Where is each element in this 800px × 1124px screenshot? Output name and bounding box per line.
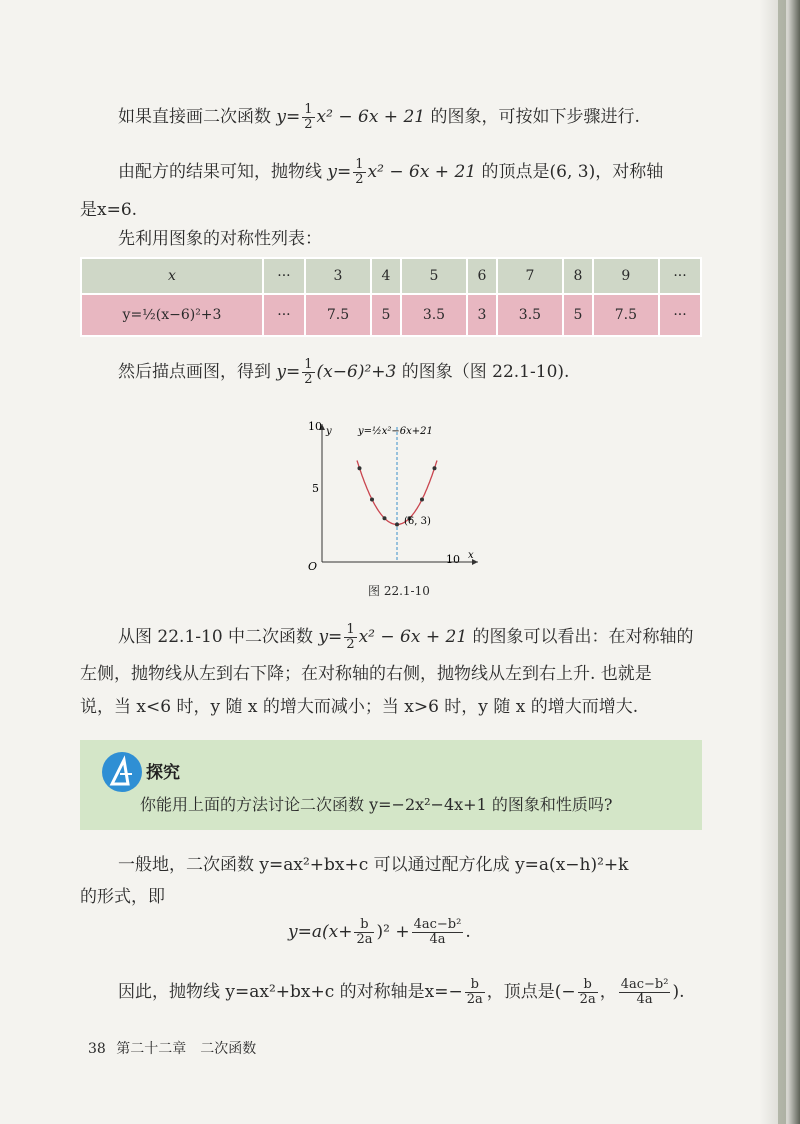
vertex-label: (6, 3) (404, 516, 431, 527)
p5-text-a: 然后描点画图，得到 (118, 362, 277, 382)
p11-text-b: ，顶点是(− (486, 982, 576, 1002)
frac-den: 4a (636, 992, 653, 1007)
figure-caption: 图 22.1-10 (368, 584, 430, 598)
table-cell: 4 (371, 258, 401, 294)
vertex-eq-b: )² + (376, 922, 410, 942)
p6-text-a: 从图 22.1-10 中二次函数 (118, 627, 319, 647)
p2-text-a: 由配方的结果可知，抛物线 (118, 162, 328, 182)
paragraph-4: 先利用图象的对称性列表： (118, 229, 322, 249)
page-number: 38 (88, 1041, 106, 1057)
table-cell: 7.5 (305, 294, 371, 336)
frac-den: 4a (429, 932, 446, 947)
vertex-eq-period: . (465, 922, 471, 942)
data-point (395, 523, 399, 527)
p5-y-eq: y= (276, 362, 301, 382)
data-point (358, 466, 362, 470)
table-cell: 7.5 (593, 294, 659, 336)
table-cell: ··· (263, 258, 305, 294)
frac-num: 4ac−b² (620, 977, 669, 992)
x-axis-label: x (468, 550, 474, 561)
p2-frac-den: 2 (355, 172, 364, 187)
value-table (80, 257, 702, 337)
chapter-title: 第二十二章 二次函数 (116, 1041, 257, 1057)
vertex-eq-frac-b-2a (354, 918, 374, 947)
p6-y-eq: y= (318, 627, 343, 647)
paragraph-11 (118, 975, 684, 1009)
explore-title: 探究 (146, 763, 180, 783)
p1-formula-tail: x² − 6x + 21 (316, 107, 426, 127)
p11-text-c: ， (599, 982, 617, 1002)
table-cell: ··· (659, 258, 701, 294)
frac-num: 4ac−b² (413, 917, 462, 932)
data-point (383, 516, 387, 520)
p5-frac-den: 2 (304, 372, 313, 387)
table-cell: 7 (497, 258, 563, 294)
paragraph-3: 是x=6. (80, 200, 138, 220)
frac-den: 2a (579, 992, 596, 1007)
data-point (370, 498, 374, 502)
p5-formula-tail: (x−6)²+3 (316, 362, 397, 382)
frac-den: 2a (466, 992, 483, 1007)
table-cell: 5 (371, 294, 401, 336)
frac-num: b (578, 978, 598, 993)
frac-den: 2a (356, 932, 373, 947)
p5-text-b: 的图象（图 22.1-10). (396, 362, 570, 382)
p2-fraction (353, 158, 365, 187)
curve-formula-label: y=½x²−6x+21 (358, 426, 433, 437)
p2-text-b: 的顶点是(6, 3)，对称轴 (476, 162, 664, 182)
table-cell: 3.5 (401, 294, 467, 336)
parabola-graph (300, 420, 490, 580)
table-cell: 3 (467, 294, 497, 336)
p2-formula-tail: x² − 6x + 21 (367, 162, 477, 182)
explore-box (80, 740, 702, 830)
data-point (433, 466, 437, 470)
paragraph-8: 说，当 x<6 时，y 随 x 的增大而减小；当 x>6 时，y 随 x 的增大而增大. (80, 697, 639, 717)
paragraph-5 (118, 355, 569, 389)
paragraph-7: 左侧，抛物线从左到右下降；在对称轴的右侧，抛物线从左到右上升. 也就是 (80, 664, 652, 684)
paragraph-10: 的形式，即 (80, 887, 165, 907)
frac-num: b (465, 978, 485, 993)
page-edge-shadow (760, 0, 800, 1124)
table-row-x (81, 258, 701, 294)
p11-frac-3 (619, 978, 671, 1007)
table-cell: 9 (593, 258, 659, 294)
p6-formula-tail: x² − 6x + 21 (358, 627, 468, 647)
table-head-x: x (81, 258, 263, 294)
p1-fraction (302, 103, 314, 132)
table-head-y: y=½(x−6)²+3 (81, 294, 263, 336)
origin-label: O (308, 560, 318, 573)
vertex-eq-frac-k (412, 918, 464, 947)
table-cell: 8 (563, 258, 593, 294)
p5-fraction (302, 358, 314, 387)
table-cell: 5 (563, 294, 593, 336)
vertex-form-equation (288, 915, 471, 949)
p2-frac-num: 1 (355, 157, 364, 172)
table-cell: 3 (305, 258, 371, 294)
paragraph-2 (118, 155, 663, 189)
y-tick-label-10: 10 (308, 420, 322, 433)
explore-icon (102, 752, 142, 792)
p1-y-eq: y= (276, 107, 301, 127)
p11-text-d: ). (672, 982, 685, 1002)
p1-frac-den: 2 (304, 117, 313, 132)
data-point (420, 498, 424, 502)
table-cell: 6 (467, 258, 497, 294)
table-cell: 3.5 (497, 294, 563, 336)
p6-frac-num: 1 (346, 622, 355, 637)
p6-text-b: 的图象可以看出：在对称轴的 (467, 627, 694, 647)
p1-frac-num: 1 (304, 102, 313, 117)
p5-frac-num: 1 (304, 357, 313, 372)
table-row-y (81, 294, 701, 336)
p2-y-eq: y= (327, 162, 352, 182)
table-cell: 5 (401, 258, 467, 294)
vertex-eq-a: y=a(x+ (288, 922, 353, 942)
explore-question: 你能用上面的方法讨论二次函数 y=−2x²−4x+1 的图象和性质吗? (140, 795, 613, 814)
paragraph-6 (118, 620, 694, 654)
paragraph-9: 一般地，二次函数 y=ax²+bx+c 可以通过配方化成 y=a(x−h)²+k (118, 855, 629, 875)
p11-frac-2 (578, 978, 598, 1007)
p11-text-a: 因此，抛物线 y=ax²+bx+c 的对称轴是x=− (118, 982, 463, 1002)
y-tick-label-5: 5 (312, 482, 319, 495)
paragraph-1 (118, 100, 640, 134)
table-cell: ··· (263, 294, 305, 336)
p6-fraction (344, 623, 356, 652)
p1-text-a: 如果直接画二次函数 (118, 107, 277, 127)
table-cell: ··· (659, 294, 701, 336)
y-axis-label: y (326, 426, 332, 437)
frac-num: b (354, 918, 374, 933)
p6-frac-den: 2 (346, 637, 355, 652)
x-tick-label-10: 10 (446, 553, 460, 566)
p11-frac-1 (465, 978, 485, 1007)
page-footer (88, 1038, 256, 1058)
p1-text-b: 的图象，可按如下步骤进行. (425, 107, 640, 127)
